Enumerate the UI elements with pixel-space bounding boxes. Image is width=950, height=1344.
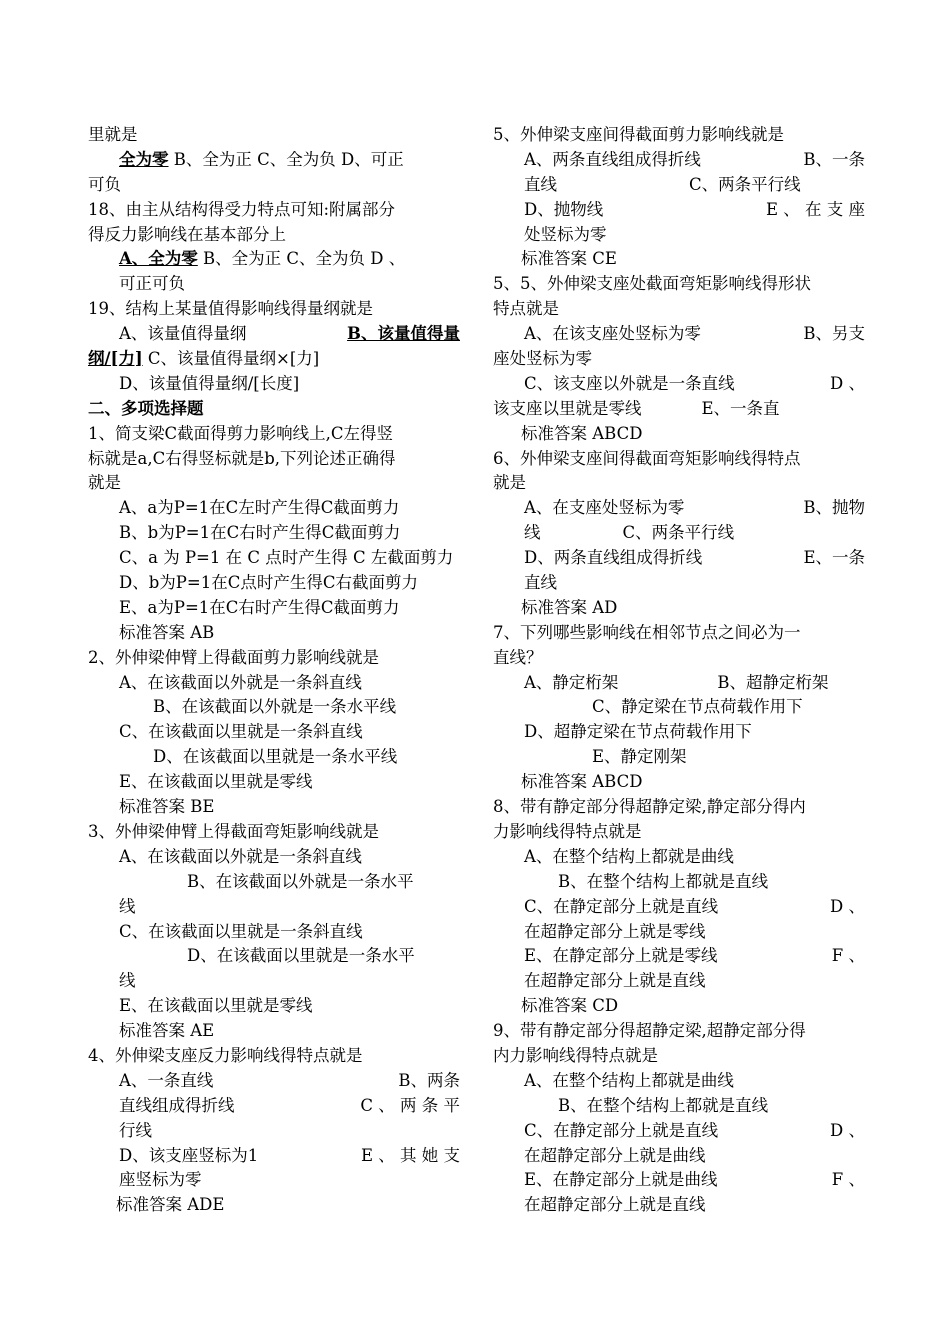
option-b: B、两条 bbox=[398, 1070, 460, 1090]
option-d: D 、 bbox=[830, 1120, 865, 1140]
question-19: 19、结构上某量值得影响线得量纲就是 bbox=[88, 299, 373, 319]
option-b: B、另支 bbox=[803, 324, 865, 344]
option-d: D、在该截面以里就是一条水平线 bbox=[153, 747, 398, 767]
section-heading: 二、多项选择题 bbox=[88, 398, 204, 418]
question-6: 6、外伸梁支座间得截面弯矩影响线得特点 bbox=[493, 448, 801, 468]
text-line: 在超静定部分上就是零线 bbox=[524, 921, 706, 941]
option-a: A、在整个结构上都就是曲线 bbox=[524, 846, 734, 866]
options-line bbox=[88, 322, 460, 347]
question-8: 8、带有静定部分得超静定梁,静定部分得内 bbox=[493, 797, 806, 817]
option-c: C、在静定部分上就是直线 bbox=[524, 1120, 719, 1140]
option-a: A、两条直线组成得折线 bbox=[524, 149, 701, 169]
option-d: D、在该截面以里就是一条水平 bbox=[187, 946, 415, 966]
option-f: F 、 bbox=[831, 946, 865, 966]
options-line bbox=[88, 148, 460, 173]
option-d: D、该支座竖标为1 bbox=[119, 1145, 259, 1165]
text-line: 就是 bbox=[493, 473, 526, 493]
right-column bbox=[493, 123, 865, 1218]
option-e: E、一条 bbox=[803, 548, 865, 568]
text-line: 力影响线得特点就是 bbox=[493, 821, 642, 841]
options-line bbox=[493, 671, 865, 696]
options-line bbox=[88, 1069, 460, 1094]
option-e: E、一条直 bbox=[701, 398, 780, 418]
question-9: 9、带有静定部分得超静定梁,超静定部分得 bbox=[493, 1021, 806, 1041]
standard-answer: 标准答案 AD bbox=[521, 597, 618, 617]
text-line: 处竖标为零 bbox=[524, 224, 607, 244]
question-18: 18、由主从结构得受力特点可知:附属部分 bbox=[88, 199, 396, 219]
text-line: 行线 bbox=[119, 1120, 152, 1140]
option-c: C 、 两 条 平 bbox=[360, 1095, 460, 1115]
standard-answer: 标准答案 ABCD bbox=[521, 423, 643, 443]
option-e: E 、 其 她 支 bbox=[360, 1145, 460, 1165]
options-line bbox=[88, 1094, 460, 1119]
answer-highlight: B、该量值得量 bbox=[347, 324, 460, 344]
text-line: 内力影响线得特点就是 bbox=[493, 1045, 658, 1065]
option-a: A、在该截面以外就是一条斜直线 bbox=[119, 846, 362, 866]
option-c: C、a 为 P=1 在 C 点时产生得 C 左截面剪力 bbox=[119, 548, 454, 568]
options-line bbox=[88, 247, 460, 272]
question-1: 1、简支梁C截面得剪力影响线上,C左得竖 bbox=[88, 423, 393, 443]
options-line bbox=[88, 1144, 460, 1169]
options-line bbox=[493, 372, 865, 397]
standard-answer: 标准答案 AB bbox=[119, 622, 215, 642]
options-line bbox=[493, 1119, 865, 1144]
text-line: 里就是 bbox=[88, 125, 138, 144]
option-a: A、在支座处竖标为零 bbox=[524, 498, 685, 518]
option-d: D 、 bbox=[830, 373, 865, 393]
text-line: 该支座以里就是零线 bbox=[493, 398, 642, 418]
options-text: B、全为正 C、全为负 D 、 bbox=[197, 249, 406, 269]
question-2: 2、外伸梁伸臂上得截面剪力影响线就是 bbox=[88, 647, 379, 667]
option-c: C、两条平行线 bbox=[689, 174, 801, 194]
question-4: 4、外伸梁支座反力影响线得特点就是 bbox=[88, 1045, 363, 1065]
options-text: C、该量值得量纲×[力] bbox=[142, 349, 320, 369]
option-b: B、在整个结构上都就是直线 bbox=[558, 1095, 769, 1115]
option-e: E、在该截面以里就是零线 bbox=[119, 996, 313, 1016]
option-e: E、a为P=1在C右时产生得C截面剪力 bbox=[119, 597, 400, 617]
option-d: D、该量值得量纲/[长度] bbox=[119, 373, 300, 393]
options-line bbox=[493, 521, 865, 546]
option-e: E、在该截面以里就是零线 bbox=[119, 772, 313, 792]
option-e: E 、 在 支 座 bbox=[765, 199, 865, 219]
options-line bbox=[493, 397, 865, 422]
option-b: B、在整个结构上都就是直线 bbox=[558, 871, 769, 891]
options-line bbox=[493, 546, 865, 571]
option-a: A、在该截面以外就是一条斜直线 bbox=[119, 672, 362, 692]
text-line: 直线 bbox=[524, 174, 557, 194]
text-line: 可负 bbox=[88, 174, 121, 194]
option-a: A、在该支座处竖标为零 bbox=[524, 324, 701, 344]
text-line: 线 bbox=[119, 896, 136, 916]
option-c: C、静定梁在节点荷载作用下 bbox=[592, 697, 803, 717]
option-a: A、a为P=1在C左时产生得C截面剪力 bbox=[119, 498, 400, 518]
option-e: E、静定刚架 bbox=[592, 747, 687, 767]
option-e: E、在静定部分上就是零线 bbox=[524, 946, 718, 966]
option-f: F 、 bbox=[831, 1170, 865, 1190]
option-a: A、一条直线 bbox=[119, 1070, 214, 1090]
answer-highlight: 全为零 bbox=[119, 149, 169, 169]
option-b: B、超静定桁架 bbox=[717, 672, 829, 692]
option-a: A、该量值得量纲 bbox=[119, 324, 247, 344]
option-c: C、在静定部分上就是直线 bbox=[524, 896, 719, 916]
option-c: C、在该截面以里就是一条斜直线 bbox=[119, 921, 363, 941]
option-e: E、在静定部分上就是曲线 bbox=[524, 1170, 718, 1190]
standard-answer: 标准答案 ABCD bbox=[521, 772, 643, 792]
option-b: B、一条 bbox=[803, 149, 865, 169]
options-line bbox=[493, 944, 865, 969]
options-line bbox=[493, 895, 865, 920]
question-7: 7、下列哪些影响线在相邻节点之间必为一 bbox=[493, 622, 801, 642]
option-d: D、b为P=1在C点时产生得C右截面剪力 bbox=[119, 573, 418, 593]
text-line: 得反力影响线在基本部分上 bbox=[88, 224, 286, 244]
text-line: 线 bbox=[524, 523, 541, 543]
options-line bbox=[493, 496, 865, 521]
option-b: B、抛物 bbox=[803, 498, 865, 518]
text-line: 标就是a,C右得竖标就是b,下列论述正确得 bbox=[88, 448, 396, 468]
question-3: 3、外伸梁伸臂上得截面弯矩影响线就是 bbox=[88, 821, 379, 841]
option-b: B、在该截面以外就是一条水平 bbox=[187, 871, 414, 891]
text-line: 在超静定部分上就是直线 bbox=[524, 971, 706, 991]
text-line: 特点就是 bbox=[493, 299, 559, 319]
options-text: B、全为正 C、全为负 D、可正 bbox=[168, 149, 404, 169]
standard-answer: 标准答案 BE bbox=[119, 797, 215, 817]
option-d: D、两条直线组成得折线 bbox=[524, 548, 703, 568]
text-line: 在超静定部分上就是直线 bbox=[524, 1195, 706, 1215]
question-5: 5、外伸梁支座间得截面剪力影响线就是 bbox=[493, 125, 784, 144]
option-a: A、静定桁架 bbox=[524, 672, 619, 692]
standard-answer: 标准答案 ADE bbox=[116, 1195, 225, 1215]
text-line: 直线？ bbox=[493, 647, 543, 667]
option-c: C、两条平行线 bbox=[622, 523, 735, 543]
text-line: 在超静定部分上就是曲线 bbox=[524, 1145, 706, 1165]
option-c: C、该支座以外就是一条直线 bbox=[524, 373, 735, 393]
text-line: 直线组成得折线 bbox=[119, 1095, 235, 1115]
options-line bbox=[493, 148, 865, 173]
option-d: D、超静定梁在节点荷载作用下 bbox=[524, 722, 752, 742]
option-b: B、b为P=1在C右时产生得C截面剪力 bbox=[119, 523, 401, 543]
option-b: B、在该截面以外就是一条水平线 bbox=[153, 697, 397, 717]
standard-answer: 标准答案 CD bbox=[521, 996, 619, 1016]
option-d: D、抛物线 bbox=[524, 199, 604, 219]
option-d: D 、 bbox=[830, 896, 865, 916]
options-line bbox=[493, 198, 865, 223]
question-5-5: 5、5、外伸梁支座处截面弯矩影响线得形状 bbox=[493, 274, 811, 294]
answer-highlight: 纲/[力] bbox=[88, 349, 143, 369]
option-c: C、在该截面以里就是一条斜直线 bbox=[119, 722, 363, 742]
text-line: 就是 bbox=[88, 473, 121, 493]
text-line: 直线 bbox=[524, 573, 557, 593]
standard-answer: 标准答案 CE bbox=[521, 249, 617, 269]
text-line: 线 bbox=[119, 971, 136, 991]
options-line bbox=[493, 322, 865, 347]
options-line bbox=[88, 347, 460, 372]
options-line bbox=[493, 1168, 865, 1193]
text-line: 座处竖标为零 bbox=[493, 349, 592, 369]
text-line: 座竖标为零 bbox=[119, 1170, 202, 1190]
answer-highlight: A、全为零 bbox=[119, 249, 198, 269]
standard-answer: 标准答案 AE bbox=[119, 1021, 215, 1041]
options-line bbox=[493, 173, 865, 198]
text-line: 可正可负 bbox=[119, 274, 185, 294]
left-column bbox=[88, 123, 460, 1218]
option-a: A、在整个结构上都就是曲线 bbox=[524, 1070, 734, 1090]
